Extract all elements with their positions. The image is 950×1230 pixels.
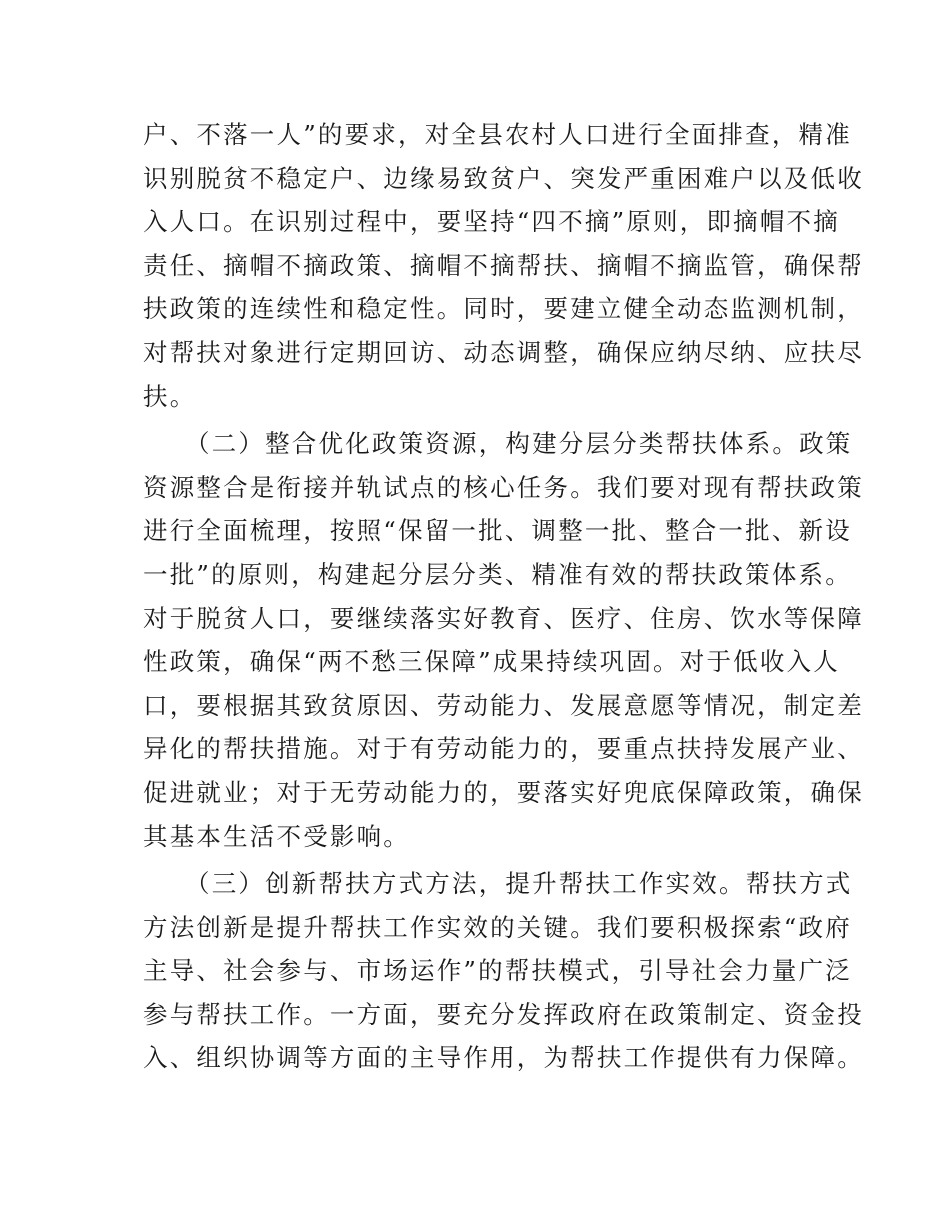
text-line: 入、组织协调等方面的主导作用，为帮扶工作提供有力保障。 [143, 1043, 864, 1073]
paragraph-2 [143, 422, 864, 858]
text-line: 资源整合是衔接并轨试点的核心任务。我们要对现有帮扶政策 [143, 472, 864, 502]
text-line: 对帮扶对象进行定期回访、动态调整，确保应纳尽纳、应扶尽 [143, 337, 864, 367]
text-line: 性政策，确保“两不愁三保障”成果持续巩固。对于低收入人 [143, 647, 840, 677]
text-line: 责任、摘帽不摘政策、摘帽不摘帮扶、摘帽不摘监管，确保帮 [143, 250, 864, 280]
paragraph-3 [143, 862, 864, 1080]
text-line: （三）创新帮扶方式方法，提升帮扶工作实效。帮扶方式 [185, 869, 853, 899]
text-line: 促进就业；对于无劳动能力的，要落实好兜底保障政策，确保 [143, 777, 864, 807]
text-line: 扶。 [143, 381, 197, 411]
text-line: 户、不落一人”的要求，对全县农村人口进行全面排查，精准 [143, 120, 852, 149]
text-line: 一批”的原则，构建起分层分类、精准有效的帮扶政策体系。 [143, 559, 852, 589]
text-line: 其基本生活不受影响。 [143, 821, 410, 851]
text-line: （二）整合优化政策资源，构建分层分类帮扶体系。政策 [185, 429, 853, 459]
paragraph-1 [143, 113, 864, 418]
text-line: 入人口。在识别过程中，要坚持“四不摘”原则，即摘帽不摘 [143, 207, 840, 237]
text-line: 口，要根据其致贫原因、劳动能力、发展意愿等情况，制定差 [143, 690, 864, 720]
text-line: 识别脱贫不稳定户、边缘易致贫户、突发严重困难户以及低收 [143, 163, 864, 193]
text-line: 方法创新是提升帮扶工作实效的关键。我们要积极探索“政府 [143, 912, 852, 942]
text-line: 主导、社会参与、市场运作”的帮扶模式，引导社会力量广泛 [143, 956, 852, 986]
document-body [143, 113, 864, 1080]
text-line: 对于脱贫人口，要继续落实好教育、医疗、住房、饮水等保障 [143, 603, 864, 633]
text-line: 扶政策的连续性和稳定性。同时，要建立健全动态监测机制， [143, 294, 864, 324]
text-line: 参与帮扶工作。一方面，要充分发挥政府在政策制定、资金投 [143, 999, 864, 1029]
text-line: 异化的帮扶措施。对于有劳动能力的，要重点扶持发展产业、 [143, 734, 864, 764]
text-line: 进行全面梳理，按照“保留一批、调整一批、整合一批、新设 [143, 516, 852, 546]
